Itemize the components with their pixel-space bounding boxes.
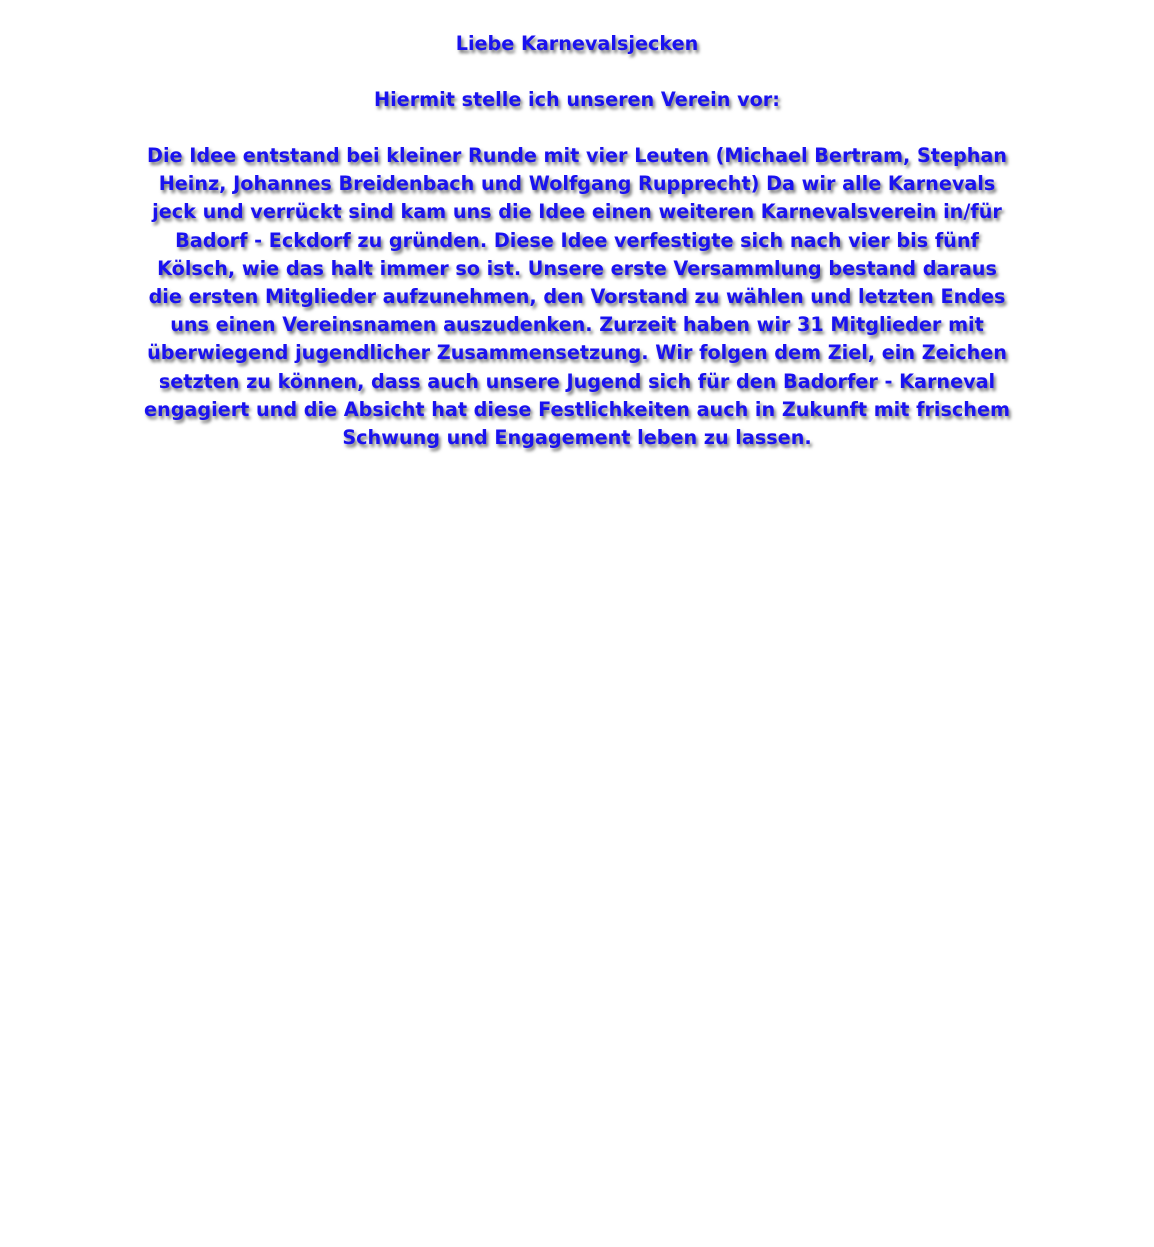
spacer	[0, 58, 1154, 86]
intro-heading: Hiermit stelle ich unseren Verein vor:	[374, 88, 780, 111]
greeting-heading: Liebe Karnevalsjecken	[455, 32, 699, 55]
club-intro-text-block	[0, 30, 1154, 452]
club-description-paragraph: Die Idee entstand bei kleiner Runde mit vier Leuten (Michael Bertram, Stephan Heinz, Johannes Breidenbach und Wolfgang Rupprecht) Da wir alle Karnevals jeck und verrückt sind kam uns die Idee einen weiteren Karnevalsverein in/für Badorf - Eckdorf zu gründen. Diese Idee verfestigte sich nach vier bis fünf Kölsch, wie das halt immer so ist. Unsere erste Versammlung bestand daraus die ersten Mitglieder aufzunehmen, den Vorstand zu wählen und letzten Endes uns einen Vereinsnamen auszudenken. Zurzeit haben wir 31 Mitglieder mit überwiegend jugendlicher Zusammensetzung. Wir folgen dem Ziel, ein Zeichen setzten zu können, dass auch unsere Jugend sich für den Badorfer - Karneval engagiert und die Absicht hat diese Festlichkeiten auch in Zukunft mit frischem Schwung und Engagement leben zu lassen.	[144, 144, 1010, 450]
spacer	[0, 114, 1154, 142]
